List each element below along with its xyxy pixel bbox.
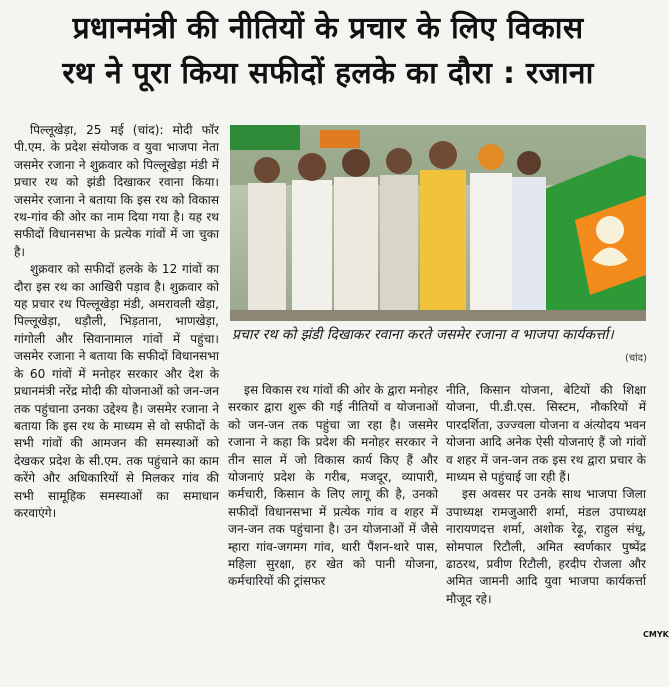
photo-illustration (230, 125, 646, 321)
news-photo (230, 125, 646, 321)
column-1-paragraph-1: पिल्लूखेड़ा, 25 मई (चांद): मोदी फॉर पी.एम. के प्रदेश संयोजक व युवा भाजपा नेता जसमेर रजाना ने शुक्रवार को पिल्लूखेड़ा मंडी में प्रचार रथ को झंडी दिखाकर रवाना किया। जसमेर रजाना ने बताया कि इस रथ को विकास रथ-गांव की ओर का नाम दिया गया है। यह रथ सफीदों विधानसभा के प्रत्येक गांवों में जा चुका है। (14, 123, 219, 259)
photo-caption: प्रचार रथ को झंडी दिखाकर रवाना करते जसमेर रजाना व भाजपा कार्यकर्त्ता। (232, 327, 614, 343)
column-2-paragraph-1: इस विकास रथ गांवों की ओर के द्वारा मनोहर सरकार द्वारा शुरू की गई नीतियों व योजनाओं को जन-जन तक पहुंचा जा रहा है। जसमेर रजाना ने कहा कि प्रदेश की मनोहर सरकार ने तीन साल में जो विकास कार्य किए हैं और योजनाएं प्रदेश के गरीब, मजदूर, व्यापारी, कर्मचारी, किसान के लिए लागू की है, उनको सफीदों विधानसभा में प्रत्येक गांव व शहर में जन-जन तक पहुंचाना है। उन योजनाओं में जैसे म्हारा गांव-जगमग गांव, थारी पैंशन-थारे पास, महिला सुरक्षा, हर खेत को पानी योजना, कर्मचारियों की ट्रांसफर (228, 383, 438, 589)
cmyk-mark: CMYK (643, 630, 669, 639)
column-3-paragraph-1: नीति, किसान योजना, बेटियों की शिक्षा योजना, पी.डी.एस. सिस्टम, नौकरियों में पारदर्शिता, उज्ज्वला योजना व अंत्योदय भवन योजना आदि अनेक ऐसी योजनाएं हैं जो गांवों व शहर में जन-जन तक इस रथ द्वारा प्रचार के माध्यम से पहुंचाई जा रही हैं। (446, 383, 646, 485)
headline-line-2: रथ ने पूरा किया सफीदों हलके का दौरा : रजाना (62, 56, 594, 91)
column-2 (228, 382, 438, 591)
headline (8, 6, 648, 96)
column-3-paragraph-2: इस अवसर पर उनके साथ भाजपा जिला उपाध्यक्ष रामजुआरी शर्मा, मंडल उपाध्यक्ष नारायणदत्त शर्मा, अशोक रेढ़ू, राहुल संधू, सोमपाल रिटौली, अमित स्वर्णकार पुष्पेंद्र ढाठरथ, प्रवीण रिटौली, हरदीप रोजला और अमित जामनी आदि युवा भाजपा कार्यकर्त्ता मौजूद रहे। (446, 487, 646, 606)
headline-line-1: प्रधानमंत्री की नीतियों के प्रचार के लिए विकास (72, 11, 584, 46)
column-3 (446, 382, 646, 608)
column-1 (14, 122, 219, 522)
photo-credit: (चांद) (624, 353, 647, 364)
column-1-paragraph-2: शुक्रवार को सफीदों हलके के 12 गांवों का दौरा इस रथ का आखिरी पड़ाव है। शुक्रवार को यह प्रचार रथ पिल्लूखेड़ा मंडी, अमरावली खेड़ा, पिल्लूखेड़ा, धड़ौली, भिड़ताना, भाणखेड़ा, गांगोली और सिवानामाल गांवों में पहुंचा। जसमेर रजाना ने बताया कि सफीदों विधानसभा के 60 गांवों में मनोहर सरकार और देश के प्रधानमंत्री नरेंद्र मोदी की योजनाओं को जन-जन तक पहुंचाना उनका उद्देश्य है। जसमेर रजाना ने बताया कि इस रथ के माध्यम से वो सफीदों के सभी गांवों की आमजन की समस्याओं को देखकर प्रदेश के सी.एम. तक पहुंचाने का काम करेंगे और अधिकारियों से मिलकर गांव की सभी सामूहिक समस्याओं का समाधान करवाएंगे। (14, 262, 219, 520)
